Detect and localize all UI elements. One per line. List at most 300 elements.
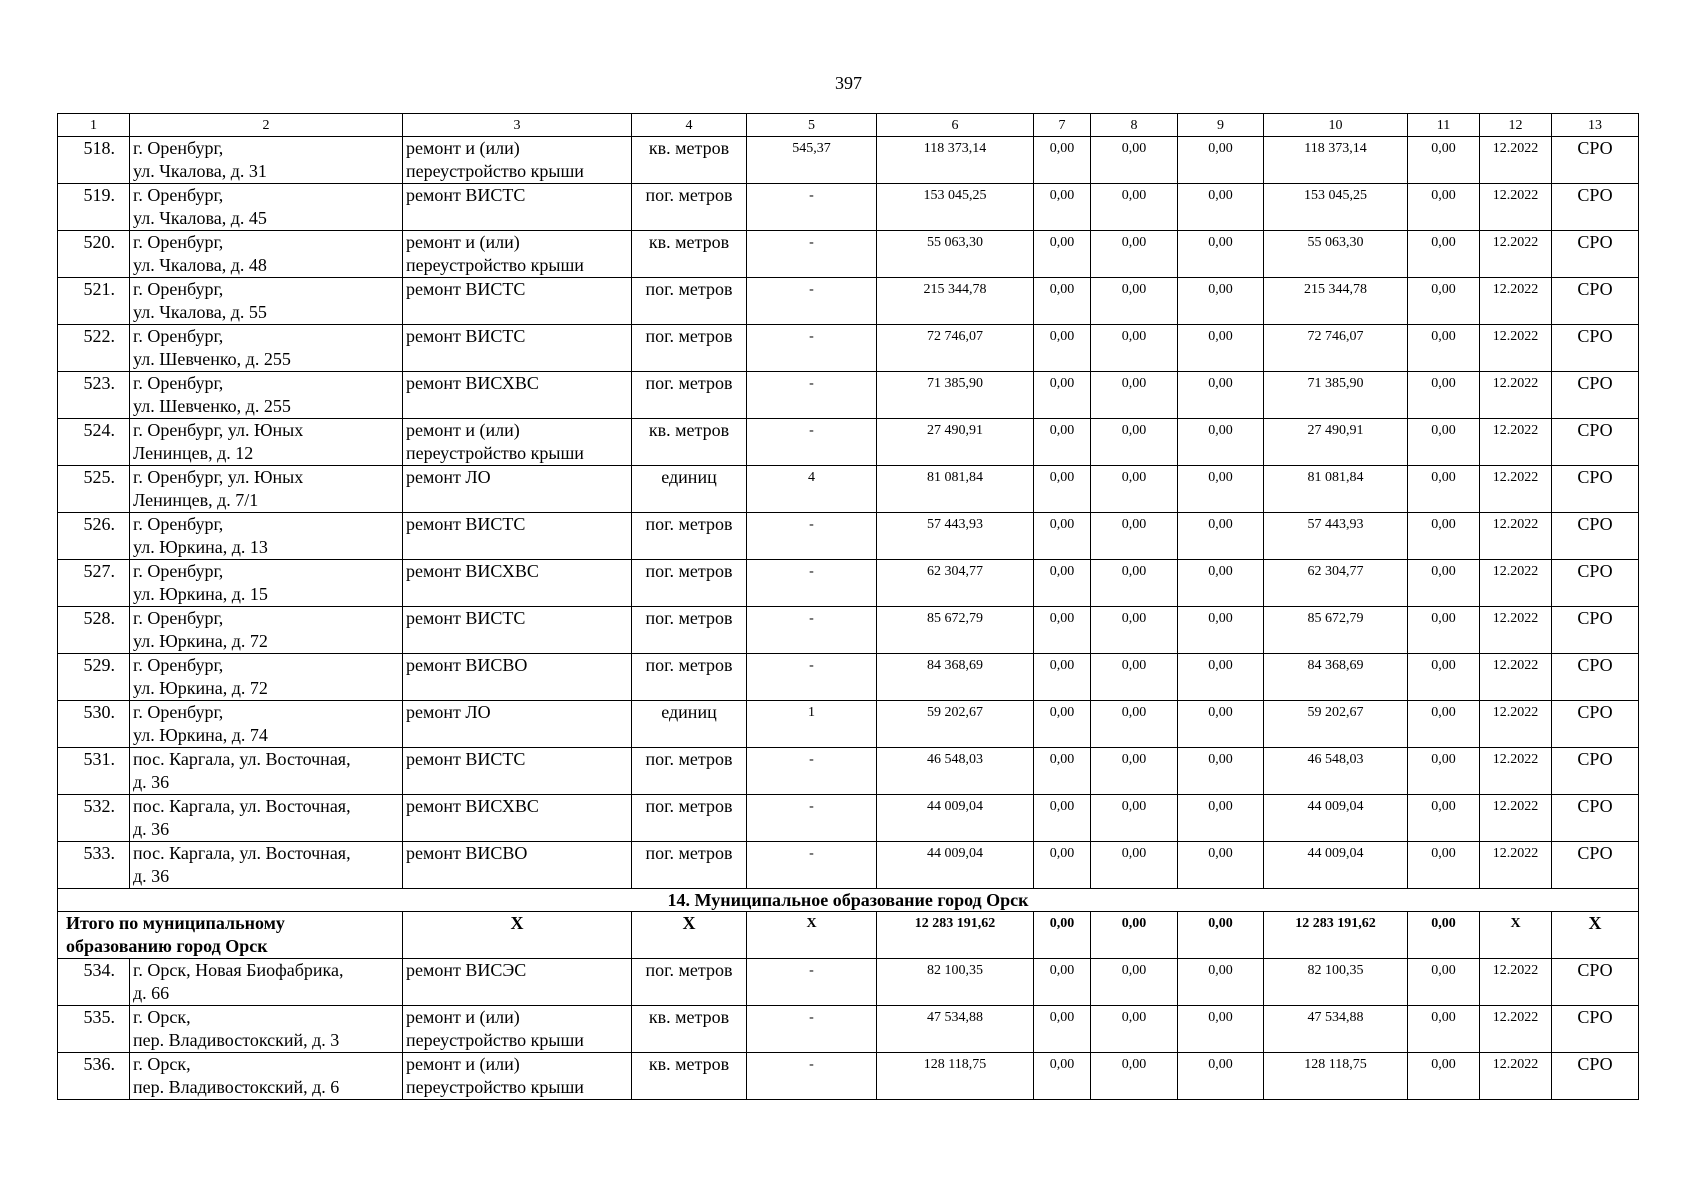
column-number: 13 [1552,114,1639,137]
address-line-1: г. Оренбург, [133,702,224,722]
row-number: 522. [58,325,130,372]
fund-cell: 0,00 [1034,231,1091,278]
owner-funds-cell: 12 283 191,62 [1264,912,1408,959]
work-type-line-1: ремонт ВИСХВС [406,561,539,581]
work-type-cell [403,372,632,419]
address-line-1: г. Оренбург, ул. Юных [133,467,304,487]
total-cost-cell: 118 373,14 [877,137,1034,184]
work-type-cell [403,959,632,1006]
unit-cell: пог. метров [632,184,747,231]
total-cost-cell: 47 534,88 [877,1006,1034,1053]
address-cell [130,748,403,795]
column-number: 11 [1408,114,1480,137]
row-number: 520. [58,231,130,278]
fund-cell: 0,00 [1408,184,1480,231]
row-number: 528. [58,607,130,654]
work-type-cell [403,560,632,607]
address-cell [130,1006,403,1053]
fund-method-cell: СРО [1552,748,1639,795]
row-number: 533. [58,842,130,889]
fund-method-cell: СРО [1552,419,1639,466]
fund-cell: 0,00 [1178,184,1264,231]
fund-cell: 0,00 [1034,607,1091,654]
work-type-line-1: ремонт ВИСВО [406,843,528,863]
page-number: 397 [835,73,862,93]
table-row [58,795,1639,842]
address-cell [130,795,403,842]
fund-cell: 0,00 [1408,795,1480,842]
row-number: 531. [58,748,130,795]
owner-funds-cell: 128 118,75 [1264,1053,1408,1100]
table-row [58,959,1639,1006]
fund-method-cell: СРО [1552,231,1639,278]
address-line-1: г. Оренбург, [133,279,224,299]
fund-method-cell: СРО [1552,184,1639,231]
quantity-cell: - [747,1053,877,1100]
work-type-cell [403,466,632,513]
row-number: 526. [58,513,130,560]
fund-method-cell: СРО [1552,654,1639,701]
fund-method-cell: СРО [1552,325,1639,372]
fund-method-cell: СРО [1552,372,1639,419]
address-line-2: ул. Юркина, д. 72 [133,631,268,651]
fund-cell: 0,00 [1091,1053,1178,1100]
fund-cell: 0,00 [1091,654,1178,701]
address-line-2: ул. Шевченко, д. 255 [133,349,291,369]
fund-cell: 0,00 [1408,372,1480,419]
table-row [58,372,1639,419]
completion-date-cell: 12.2022 [1480,231,1552,278]
fund-method-cell: СРО [1552,466,1639,513]
completion-date-cell: 12.2022 [1480,795,1552,842]
column-number: 8 [1091,114,1178,137]
work-type-cell [403,184,632,231]
address-line-1: г. Оренбург, [133,608,224,628]
unit-cell: кв. метров [632,1053,747,1100]
owner-funds-cell: 59 202,67 [1264,701,1408,748]
fund-cell: 0,00 [1178,419,1264,466]
address-cell [130,560,403,607]
work-type-line-1: ремонт и (или) [406,138,520,158]
unit-cell: кв. метров [632,137,747,184]
unit-cell: единиц [632,466,747,513]
fund-method-cell: СРО [1552,1006,1639,1053]
work-type-cell [403,842,632,889]
row-number: 530. [58,701,130,748]
row-number: 525. [58,466,130,513]
fund-cell: 0,00 [1091,278,1178,325]
fund-cell: 0,00 [1408,959,1480,1006]
quantity-cell: - [747,513,877,560]
address-line-2: д. 36 [133,772,170,792]
fund-cell: 0,00 [1178,959,1264,1006]
address-line-2: д. 66 [133,983,170,1003]
table-row [58,184,1639,231]
table-row [58,325,1639,372]
address-cell [130,419,403,466]
fund-cell: 0,00 [1091,1006,1178,1053]
fund-cell: 0,00 [1178,1053,1264,1100]
table-body [58,114,1639,1100]
work-type-line-2: переустройство крыши [406,443,584,463]
work-type-cell [403,654,632,701]
column-number: 10 [1264,114,1408,137]
owner-funds-cell: 82 100,35 [1264,959,1408,1006]
fund-cell: 0,00 [1091,184,1178,231]
work-type-line-1: ремонт ЛО [406,702,491,722]
work-type-line-1: ремонт и (или) [406,1007,520,1027]
fund-cell: 0,00 [1408,560,1480,607]
total-x-cell: X [747,912,877,959]
column-number: 1 [58,114,130,137]
fund-cell: 0,00 [1091,701,1178,748]
total-label [58,912,403,959]
work-type-line-2: переустройство крыши [406,1077,584,1097]
fund-cell: 0,00 [1091,607,1178,654]
fund-method-cell: СРО [1552,795,1639,842]
column-number: 6 [877,114,1034,137]
work-type-cell [403,325,632,372]
total-cost-cell: 55 063,30 [877,231,1034,278]
completion-date-cell: 12.2022 [1480,959,1552,1006]
total-cost-cell: 85 672,79 [877,607,1034,654]
fund-cell: 0,00 [1034,184,1091,231]
total-x-cell: X [1552,912,1639,959]
unit-cell: пог. метров [632,372,747,419]
column-number: 9 [1178,114,1264,137]
fund-cell: 0,00 [1408,842,1480,889]
fund-cell: 0,00 [1178,466,1264,513]
address-line-2: д. 36 [133,819,170,839]
completion-date-cell: 12.2022 [1480,372,1552,419]
unit-cell: пог. метров [632,607,747,654]
fund-cell: 0,00 [1091,842,1178,889]
address-line-2: Ленинцев, д. 7/1 [133,490,259,510]
total-cost-cell: 81 081,84 [877,466,1034,513]
address-line-1: г. Оренбург, [133,373,224,393]
table-row [58,607,1639,654]
work-type-cell [403,795,632,842]
address-line-2: д. 36 [133,866,170,886]
fund-cell: 0,00 [1034,654,1091,701]
row-number: 524. [58,419,130,466]
unit-cell: пог. метров [632,325,747,372]
work-type-line-1: ремонт ВИСТС [406,749,526,769]
work-type-line-1: ремонт и (или) [406,1054,520,1074]
fund-cell: 0,00 [1091,419,1178,466]
completion-date-cell: 12.2022 [1480,466,1552,513]
fund-cell: 0,00 [1178,654,1264,701]
address-cell [130,1053,403,1100]
fund-cell: 0,00 [1034,1006,1091,1053]
table-row [58,419,1639,466]
total-cost-cell: 12 283 191,62 [877,912,1034,959]
quantity-cell: - [747,560,877,607]
fund-cell: 0,00 [1408,701,1480,748]
work-type-line-1: ремонт и (или) [406,232,520,252]
address-line-2: ул. Юркина, д. 72 [133,678,268,698]
address-cell [130,466,403,513]
fund-cell: 0,00 [1034,959,1091,1006]
quantity-cell: - [747,1006,877,1053]
address-line-1: пос. Каргала, ул. Восточная, [133,843,351,863]
address-line-1: г. Оренбург, ул. Юных [133,420,304,440]
table-row [58,231,1639,278]
fund-cell: 0,00 [1408,513,1480,560]
row-number: 535. [58,1006,130,1053]
fund-cell: 0,00 [1034,325,1091,372]
completion-date-cell: 12.2022 [1480,1053,1552,1100]
fund-cell: 0,00 [1034,513,1091,560]
row-number: 534. [58,959,130,1006]
fund-method-cell: СРО [1552,959,1639,1006]
fund-cell: 0,00 [1034,795,1091,842]
address-line-2: ул. Юркина, д. 74 [133,725,268,745]
fund-method-cell: СРО [1552,560,1639,607]
work-type-line-1: ремонт ВИСТС [406,326,526,346]
unit-cell: кв. метров [632,231,747,278]
total-label-line-1: Итого по муниципальному [66,913,285,933]
quantity-cell: - [747,184,877,231]
total-cost-cell: 84 368,69 [877,654,1034,701]
work-type-line-1: ремонт ВИСХВС [406,796,539,816]
fund-cell: 0,00 [1178,278,1264,325]
work-type-line-1: ремонт ВИСТС [406,279,526,299]
total-cost-cell: 27 490,91 [877,419,1034,466]
fund-cell: 0,00 [1034,419,1091,466]
address-line-1: г. Оренбург, [133,138,224,158]
fund-cell: 0,00 [1178,372,1264,419]
row-number: 519. [58,184,130,231]
fund-cell: 0,00 [1408,278,1480,325]
address-cell [130,278,403,325]
work-type-line-1: ремонт и (или) [406,420,520,440]
fund-cell: 0,00 [1034,278,1091,325]
row-number: 521. [58,278,130,325]
address-line-2: Ленинцев, д. 12 [133,443,254,463]
column-number: 7 [1034,114,1091,137]
fund-method-cell: СРО [1552,701,1639,748]
fund-cell: 0,00 [1408,231,1480,278]
address-line-1: г. Оренбург, [133,561,224,581]
total-cost-cell: 71 385,90 [877,372,1034,419]
owner-funds-cell: 118 373,14 [1264,137,1408,184]
address-line-1: г. Оренбург, [133,655,224,675]
fund-cell: 0,00 [1091,231,1178,278]
address-cell [130,842,403,889]
fund-cell: 0,00 [1408,466,1480,513]
fund-cell: 0,00 [1178,231,1264,278]
fund-cell: 0,00 [1408,654,1480,701]
address-cell [130,654,403,701]
fund-cell: 0,00 [1408,912,1480,959]
total-cost-cell: 44 009,04 [877,842,1034,889]
fund-cell: 0,00 [1178,560,1264,607]
fund-cell: 0,00 [1091,513,1178,560]
owner-funds-cell: 44 009,04 [1264,795,1408,842]
address-line-2: ул. Шевченко, д. 255 [133,396,291,416]
fund-cell: 0,00 [1091,959,1178,1006]
fund-cell: 0,00 [1034,748,1091,795]
fund-method-cell: СРО [1552,513,1639,560]
section-row [58,889,1639,912]
work-type-line-2: переустройство крыши [406,1030,584,1050]
address-line-2: ул. Чкалова, д. 45 [133,208,267,228]
fund-cell: 0,00 [1178,1006,1264,1053]
owner-funds-cell: 55 063,30 [1264,231,1408,278]
work-type-line-1: ремонт ВИСВО [406,655,528,675]
address-line-2: ул. Юркина, д. 15 [133,584,268,604]
total-cost-cell: 46 548,03 [877,748,1034,795]
table-row [58,560,1639,607]
table-row [58,654,1639,701]
quantity-cell: - [747,278,877,325]
column-number: 5 [747,114,877,137]
row-number: 536. [58,1053,130,1100]
work-type-cell [403,231,632,278]
completion-date-cell: 12.2022 [1480,701,1552,748]
completion-date-cell: 12.2022 [1480,607,1552,654]
row-number: 529. [58,654,130,701]
completion-date-cell: 12.2022 [1480,137,1552,184]
fund-cell: 0,00 [1178,795,1264,842]
total-cost-cell: 215 344,78 [877,278,1034,325]
total-cost-cell: 82 100,35 [877,959,1034,1006]
fund-cell: 0,00 [1034,466,1091,513]
completion-date-cell: 12.2022 [1480,513,1552,560]
table-row [58,842,1639,889]
quantity-cell: - [747,842,877,889]
address-line-2: ул. Юркина, д. 13 [133,537,268,557]
unit-cell: единиц [632,701,747,748]
total-cost-cell: 44 009,04 [877,795,1034,842]
fund-cell: 0,00 [1178,607,1264,654]
fund-cell: 0,00 [1178,513,1264,560]
total-x-cell: X [403,912,632,959]
owner-funds-cell: 27 490,91 [1264,419,1408,466]
fund-cell: 0,00 [1408,607,1480,654]
table-row [58,748,1639,795]
column-number: 12 [1480,114,1552,137]
quantity-cell: - [747,959,877,1006]
address-cell [130,137,403,184]
fund-cell: 0,00 [1091,795,1178,842]
table-row [58,466,1639,513]
completion-date-cell: 12.2022 [1480,842,1552,889]
owner-funds-cell: 85 672,79 [1264,607,1408,654]
fund-cell: 0,00 [1408,419,1480,466]
quantity-cell: - [747,607,877,654]
quantity-cell: 545,37 [747,137,877,184]
unit-cell: пог. метров [632,795,747,842]
work-type-cell [403,1006,632,1053]
work-type-line-1: ремонт ВИСТС [406,514,526,534]
owner-funds-cell: 47 534,88 [1264,1006,1408,1053]
fund-method-cell: СРО [1552,607,1639,654]
address-cell [130,959,403,1006]
work-type-line-1: ремонт ВИСТС [406,608,526,628]
work-type-line-1: ремонт ЛО [406,467,491,487]
quantity-cell: 4 [747,466,877,513]
fund-method-cell: СРО [1552,842,1639,889]
column-number-row [58,114,1639,137]
fund-cell: 0,00 [1408,137,1480,184]
owner-funds-cell: 84 368,69 [1264,654,1408,701]
total-cost-cell: 128 118,75 [877,1053,1034,1100]
total-cost-cell: 153 045,25 [877,184,1034,231]
unit-cell: пог. метров [632,560,747,607]
unit-cell: пог. метров [632,748,747,795]
address-cell [130,325,403,372]
row-number: 532. [58,795,130,842]
owner-funds-cell: 44 009,04 [1264,842,1408,889]
table-row [58,1006,1639,1053]
fund-cell: 0,00 [1091,748,1178,795]
fund-cell: 0,00 [1091,372,1178,419]
row-number: 518. [58,137,130,184]
fund-cell: 0,00 [1408,1053,1480,1100]
owner-funds-cell: 57 443,93 [1264,513,1408,560]
fund-method-cell: СРО [1552,1053,1639,1100]
fund-cell: 0,00 [1034,560,1091,607]
owner-funds-cell: 71 385,90 [1264,372,1408,419]
owner-funds-cell: 72 746,07 [1264,325,1408,372]
fund-cell: 0,00 [1178,842,1264,889]
completion-date-cell: 12.2022 [1480,184,1552,231]
work-type-cell [403,419,632,466]
completion-date-cell: 12.2022 [1480,1006,1552,1053]
owner-funds-cell: 46 548,03 [1264,748,1408,795]
unit-cell: кв. метров [632,1006,747,1053]
completion-date-cell: 12.2022 [1480,560,1552,607]
owner-funds-cell: 81 081,84 [1264,466,1408,513]
fund-cell: 0,00 [1178,912,1264,959]
address-line-1: г. Орск, [133,1007,191,1027]
quantity-cell: - [747,795,877,842]
total-cost-cell: 62 304,77 [877,560,1034,607]
work-type-line-1: ремонт ВИСЭС [406,960,527,980]
address-cell [130,607,403,654]
column-number: 2 [130,114,403,137]
fund-cell: 0,00 [1091,325,1178,372]
column-number: 4 [632,114,747,137]
total-cost-cell: 72 746,07 [877,325,1034,372]
quantity-cell: - [747,231,877,278]
address-cell [130,701,403,748]
fund-cell: 0,00 [1034,1053,1091,1100]
total-x-cell: X [1480,912,1552,959]
quantity-cell: - [747,748,877,795]
address-line-1: пос. Каргала, ул. Восточная, [133,796,351,816]
work-type-cell [403,137,632,184]
work-type-cell [403,607,632,654]
address-line-1: г. Оренбург, [133,185,224,205]
owner-funds-cell: 215 344,78 [1264,278,1408,325]
completion-date-cell: 12.2022 [1480,748,1552,795]
capital-repair-table [57,113,1639,1100]
work-type-line-1: ремонт ВИСХВС [406,373,539,393]
address-line-1: г. Оренбург, [133,326,224,346]
unit-cell: пог. метров [632,654,747,701]
completion-date-cell: 12.2022 [1480,325,1552,372]
address-line-1: г. Оренбург, [133,232,224,252]
work-type-cell [403,701,632,748]
row-number: 523. [58,372,130,419]
fund-cell: 0,00 [1091,912,1178,959]
total-cost-cell: 59 202,67 [877,701,1034,748]
fund-cell: 0,00 [1091,560,1178,607]
address-line-2: пер. Владивостокский, д. 3 [133,1030,340,1050]
